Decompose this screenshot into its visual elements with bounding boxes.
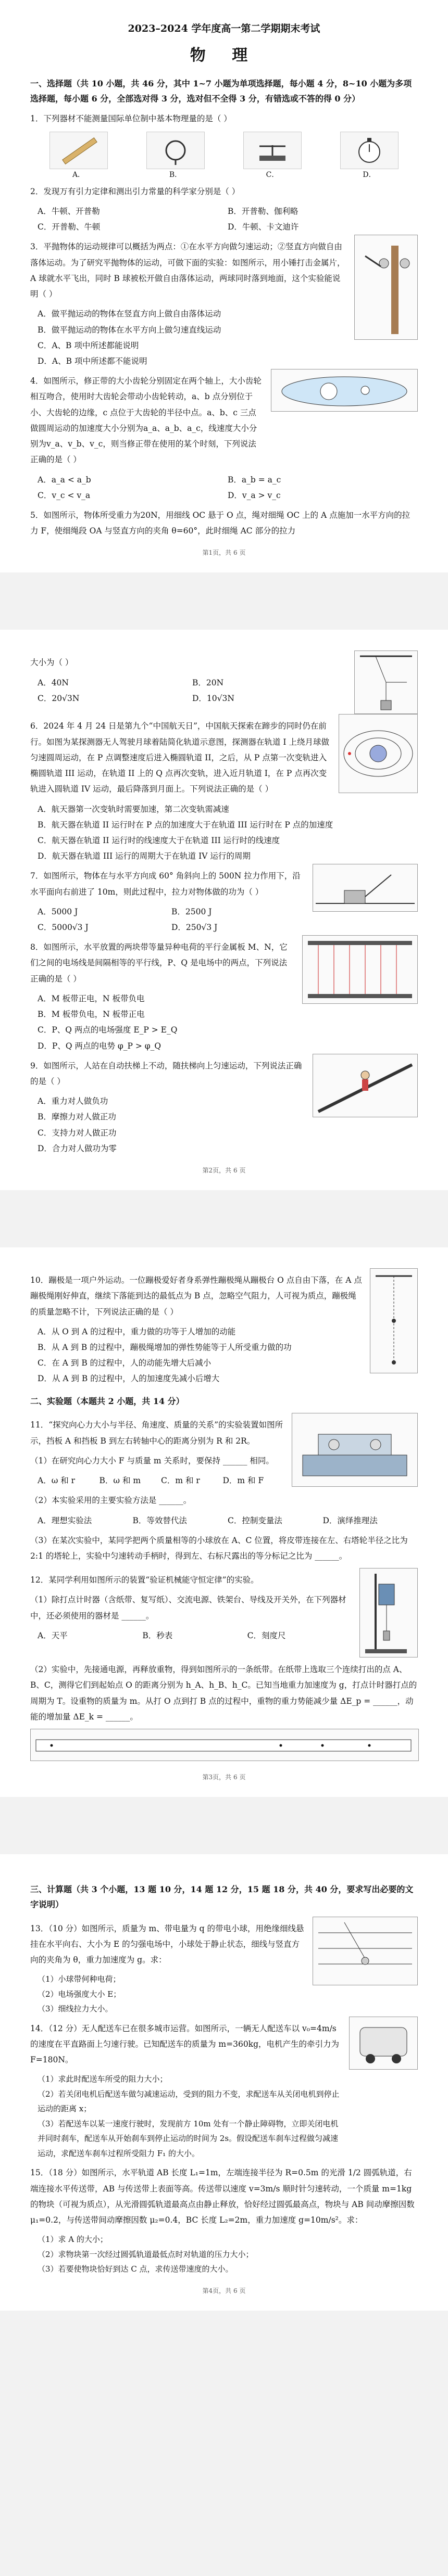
- q11-1-option-a: A．ω 和 r: [38, 1476, 76, 1486]
- q11-2-option-c: C．控制变量法: [228, 1515, 282, 1525]
- q2-option-d: D．牛顿、卡文迪许: [228, 222, 299, 232]
- q6-option-d: D．航天器在轨道 III 运行的周期大于在轨道 IV 运行的周期: [38, 851, 251, 861]
- question-13: 13．（10 分）如图所示，质量为 m、带电量为 q 的带电小球，用绝缘细线悬挂在水平向右、大小为 E 的匀强电场中，小球处于静止状态，细线与竖直方向的夹角为 θ，重力加速度为 g。求：: [30, 1923, 304, 1965]
- q13-sub-1: （1）小球带何种电荷；: [38, 1974, 121, 1984]
- question-9: 9．如图所示，人站在自动扶梯上不动，随扶梯向上匀速运动，下列说法正确的是（ ）: [30, 1061, 302, 1086]
- q5-tail: 大小为（ ）: [30, 658, 73, 668]
- q11-1-option-d: D．m 和 F: [222, 1476, 264, 1486]
- question-1: 1．下列器材不能测量国际单位制中基本物理量的是（ ）: [30, 113, 232, 123]
- q10-option-a: A．从 O 到 A 的过程中，重力做的功等于人增加的动能: [38, 1327, 236, 1336]
- q10-bungee-figure: [370, 1268, 418, 1373]
- q8-plates-figure: [302, 935, 418, 1004]
- q12-1-option-a: A．天平: [38, 1630, 68, 1640]
- q2-option-c: C．开普勒、牛顿: [38, 222, 101, 232]
- balance-icon: [243, 132, 302, 169]
- q11-2-option-a: A．理想实验法: [38, 1515, 92, 1525]
- q1-images: [30, 132, 418, 180]
- q13-sub-3: （3）细线拉力大小。: [38, 2004, 113, 2014]
- q6-option-c: C．航天器在轨道 II 运行时的线速度大于在轨道 III 运行时的线速度: [38, 835, 280, 845]
- section-2-heading: 二、实验题（本题共 2 小题，共 14 分）: [30, 1396, 184, 1406]
- q4-option-b: B．a_b = a_c: [228, 475, 281, 484]
- q1-option-b: [146, 132, 205, 180]
- q3-figure: [354, 235, 418, 340]
- question-5: 5．如图所示，物体所受重力为20N，用细线 OC 悬于 O 点，绳对细绳 OC 上的 A 点施加一水平方向的拉力 F，使细绳段 OA 与竖直方向的夹角 θ=60°，此时细绳 AC 部分的拉力: [30, 510, 410, 536]
- q14-sub-3: （3）若配送车以某一速度行驶时，发现前方 10m 处有一个静止障碍物，立即关闭电机并同时刹车，配送车从开始刹车到停止运动的时间为 2s。假设配送车刹车过程做匀减速运动，求配送车刹车过程所受阻力 F₁ 的大小。: [38, 2119, 339, 2158]
- q1-label-d: D．: [363, 170, 376, 179]
- q11-2-option-b: B．等效替代法: [132, 1515, 187, 1525]
- page-footer: 第2页，共 6 页: [202, 1167, 246, 1175]
- q1-label-b: B．: [169, 170, 182, 179]
- q9-option-d: D．合力对人做功为零: [38, 1143, 117, 1153]
- q15-sub-2: （2）求物块第一次经过圆弧轨道最低点时对轨道的压力大小；: [38, 2249, 254, 2259]
- q3-option-a: A．做平抛运动的物体在竖直方向上做自由落体运动: [38, 309, 221, 319]
- exam-header: 2023–2024 学年度高一第二学期期末考试: [128, 23, 320, 34]
- page-2: [0, 630, 448, 1190]
- stopwatch-icon: [340, 132, 399, 169]
- page-3: [0, 1247, 448, 1797]
- q10-option-d: D．从 A 到 B 的过程中，人的加速度先减小后增大: [38, 1374, 220, 1384]
- q5-figure: [354, 651, 418, 714]
- q12-paper-tape-figure: [30, 1729, 419, 1761]
- q5-option-c: C．20√3N: [38, 693, 80, 703]
- question-11: 11．“探究向心力大小与半径、角速度、质量的关系”的实验装置如图所示，挡板 A 和挡板 B 到左右转轴中心的距离分别为 R 和 2R。: [30, 1420, 283, 1446]
- q12-part-1: （1）除打点计时器（含纸带、复写纸）、交流电源、铁架台、导线及开关外，在下列器材中，还必须使用的器材是 ______。: [30, 1595, 346, 1621]
- q14-delivery-car-figure: [349, 2017, 418, 2070]
- spring-scale-icon: [146, 132, 205, 169]
- q7-option-d: D．250√3 J: [171, 923, 218, 933]
- q5-option-d: D．10√3N: [192, 693, 234, 703]
- q1-option-d: [340, 132, 399, 180]
- question-2: 2．发现万有引力定律和测出引力常量的科学家分别是（ ）: [30, 186, 240, 196]
- q1-option-a: [49, 132, 108, 180]
- page-footer: 第1页，共 6 页: [202, 549, 246, 557]
- q3-option-b: B．做平抛运动的物体在水平方向上做匀速直线运动: [38, 325, 221, 335]
- question-6: 6．2024 年 4 月 24 日是第九个“中国航天日”，中国航天探索在蹄步的同时仍在前行。如图为某探测器无人驾驶月球着陆简化轨道示意图，探测器在轨道 I 上绕月球做匀速圆周运动，在 P 点调整速度后进入椭圆轨道 II，之后，从 P 点第一次变轨进入椭圆轨道 III 运动，在轨道 II 上的 Q 点再次变轨，进入近月轨道 I，在 P 点再次变轨进入圆轨道 IV 运动，最后降落到月面上。下列说法正确的是（ ）: [30, 721, 329, 794]
- q11-apparatus-figure: [292, 1413, 418, 1487]
- q7-option-c: C．5000√3 J: [38, 923, 89, 933]
- question-10: 10．蹦极是一项户外运动。一位蹦极爱好者身系弹性蹦极绳从蹦极台 O 点自由下落，在 A 点蹦极绳刚好伸直，继续下落能到达的最低点为 B 点，忽略空气阻力，人可视为质点，蹦极绳的质量忽略不计，下列说法正确的是（ ）: [30, 1276, 362, 1317]
- q11-part-1: （1）在研究向心力大小 F 与质量 m 关系时，要保持 ______ 相同。: [30, 1456, 274, 1465]
- q5-option-a: A．40N: [38, 678, 69, 687]
- q11-part-3: （3）在某次实验中，某同学把两个质量相等的小球放在 A、C 位置，将皮带连接在左、右塔轮半径之比为 2:1 的塔轮上，实验中匀速转动手柄时，得到左、右标尺露出的等分标记之比为 ______。: [30, 1535, 408, 1561]
- q9-escalator-figure: [313, 1054, 418, 1117]
- q1-option-c: [243, 132, 302, 180]
- q15-sub-3: （3）若要使物块恰好到达 C 点，求传送带速度的大小。: [38, 2264, 233, 2274]
- section-1-heading: 一、选择题（共 10 小题，共 46 分，其中 1~7 小题为单项选择题，每小题 4 分，8~10 小题为多项选择题，每小题 6 分，全部选对得 3 分，选对但不全得 3 分，有错选或不答的得 0 分）: [30, 79, 412, 104]
- ruler-icon: [49, 132, 108, 169]
- q1-label-c: C．: [266, 170, 279, 179]
- question-8: 8．如图所示，水平放置的两块带等量异种电荷的平行金属板 M、N，它们之间的电场线是间隔相等的平行线，P、Q 是电场中的两点，下列说法正确的是（ ）: [30, 942, 288, 984]
- q9-option-b: B．摩擦力对人做正功: [38, 1112, 116, 1122]
- q10-option-b: B．从 A 到 B 的过程中，蹦极绳增加的弹性势能等于人所受重力做的功: [38, 1342, 292, 1352]
- q15-sub-1: （1）求 A 的大小；: [38, 2235, 108, 2245]
- q12-1-option-c: C．刻度尺: [247, 1630, 286, 1640]
- q5-option-b: B．20N: [192, 678, 224, 687]
- q8-option-a: A．M 板带正电，N 板带负电: [38, 993, 145, 1003]
- q12-timer-stand-figure: [359, 1568, 418, 1657]
- q8-option-d: D．P、Q 两点的电势 φ_P > φ_Q: [38, 1041, 161, 1051]
- page-4: [0, 1854, 448, 2311]
- question-15: 15．（18 分）如图所示，水平轨道 AB 长度 L₁=1m，左端连接半径为 R=0.5m 的光滑 1/2 圆弧轨道，右端连接水平传送带，AB 与传送带上表面等高。传送带以速度 v=3m/s 顺时针匀速转动，一个质量 m=1kg 的物块（可视为质点），从光滑圆弧轨道最高点由静止释放，恰好经过圆弧最高点，物块与 AB 间动摩擦因数 μ₁=0.2，与传送带间动摩擦因数 μ₂=0.4，BC 长度 L₂=2m，重力加速度 g=10m/s²。求：: [30, 2168, 415, 2225]
- q2-option-a: A．牛顿、开普勒: [38, 207, 100, 216]
- q11-part-2: （2）本实验采用的主要实验方法是 ______。: [30, 1496, 192, 1506]
- q11-2-option-d: D．演绎推理法: [322, 1515, 378, 1525]
- q8-option-c: C．P、Q 两点的电场强度 E_P > E_Q: [38, 1025, 178, 1035]
- q7-option-a: A．5000 J: [38, 907, 78, 916]
- q12-part-2: （2）实验中，先接通电源，再释放重物，得到如图所示的一条纸带。在纸带上选取三个连续打出的点 A、B、C，测得它们到起始点 O 的距离分别为 h_A、h_B、h_C。已知当地重力加速度为 g，打点计时器打点的周期为 T。设重物的质量为 m。从打 O 点到打 B 点的过程中，重物的重力势能减少量 ΔE_p = ______，动能的增加量 ΔE_k = ______。: [30, 1665, 417, 1721]
- q6-orbit-figure: [339, 714, 418, 793]
- section-3-heading: 三、计算题（共 3 个小题，13 题 10 分，14 题 12 分，15 题 18 分，共 40 分，要求写出必要的文字说明）: [30, 1884, 414, 1909]
- q11-1-option-b: B．ω 和 m: [99, 1476, 141, 1486]
- question-7: 7．如图所示，物体在与水平方向成 60° 角斜向上的 500N 拉力作用下，沿水平面向右前进了 10m，则此过程中，拉力对物体做的功为（ ）: [30, 871, 301, 897]
- q12-1-option-b: B．秒表: [142, 1630, 173, 1640]
- q13-field-figure: [313, 1917, 418, 1985]
- q3-option-c: C．A、B 项中所述都能说明: [38, 340, 139, 350]
- q9-option-c: C．支持力对人做正功: [38, 1128, 117, 1138]
- question-4: 4．如图所示，修正带的大小齿轮分别固定在两个轴上，大小齿轮相互吻合，使用时大齿轮会带动小齿轮转动，a、b 点分别位于小、大齿轮的边缘，c 点位于大齿轮的半径中点。a、b、c 三点做圆周运动的加速度大小分别为a_a、a_b、a_c，线速度大小分别为v_a、v_b、v_c，则当修正带在使用的某个时刻，下列说法正确的是（ ）: [30, 376, 262, 465]
- q6-option-b: B．航天器在轨道 II 运行时在 P 点的加速度大于在轨道 III 运行时在 P 点的加速度: [38, 820, 333, 830]
- q10-option-c: C．在 A 到 B 的过程中，人的动能先增大后减小: [38, 1358, 211, 1368]
- page-1: [0, 0, 448, 572]
- q11-1-option-c: C．m 和 r: [161, 1476, 200, 1486]
- q9-option-a: A．重力对人做负功: [38, 1096, 108, 1106]
- q4-option-d: D．v_a > v_c: [228, 490, 281, 500]
- q6-option-a: A．航天器第一次变轨时需要加速，第二次变轨需减速: [38, 804, 229, 814]
- q14-sub-2: （2）若关闭电机后配送车做匀减速运动，受到的阻力不变，求配送车从关闭电机到停止运动的距离 x；: [38, 2089, 340, 2114]
- q4-correction-tape-figure: [271, 369, 418, 412]
- q8-option-b: B．M 板带负电，N 板带正电: [38, 1010, 145, 1019]
- page-footer: 第3页，共 6 页: [202, 1774, 246, 1781]
- q13-sub-2: （2）电场强度大小 E；: [38, 1989, 121, 1999]
- question-12: 12．某同学利用如图所示的装置“验证机械能守恒定律”的实验。: [30, 1575, 259, 1585]
- q7-option-b: B．2500 J: [171, 907, 212, 916]
- q3-option-d: D．A、B 项中所述都不能说明: [38, 356, 147, 366]
- question-3: 3．平抛物体的运动规律可以概括为两点：①在水平方向做匀速运动；②竖直方向做自由落体运动。为了研究平抛物体的运动，可做下面的实验：如图所示，用小锤打击金属片，A 球就水平飞出，同时 B 球被松开做自由落体运动，两球同时落到地面，这个实验能说明（ ）: [30, 242, 345, 299]
- question-14: 14．（12 分）无人配送车已在很多城市运营。如图所示，一辆无人配送车以 v₀=4m/s 的速度在平直路面上匀速行驶。已知配送车的质量为 m=360kg，电机产生的牵引力为 F=180N。: [30, 2023, 340, 2065]
- q7-figure: [313, 864, 418, 912]
- q4-option-c: C．v_c < v_a: [38, 490, 91, 500]
- q1-label-a: A．: [72, 170, 85, 179]
- subject-title: 物 理: [190, 46, 258, 65]
- q2-option-b: B．开普勒、伽利略: [228, 207, 298, 216]
- q14-sub-1: （1）求此时配送车所受的阻力大小；: [38, 2074, 168, 2084]
- q4-option-a: A．a_a < a_b: [38, 475, 91, 484]
- page-footer: 第4页，共 6 页: [202, 2287, 246, 2294]
